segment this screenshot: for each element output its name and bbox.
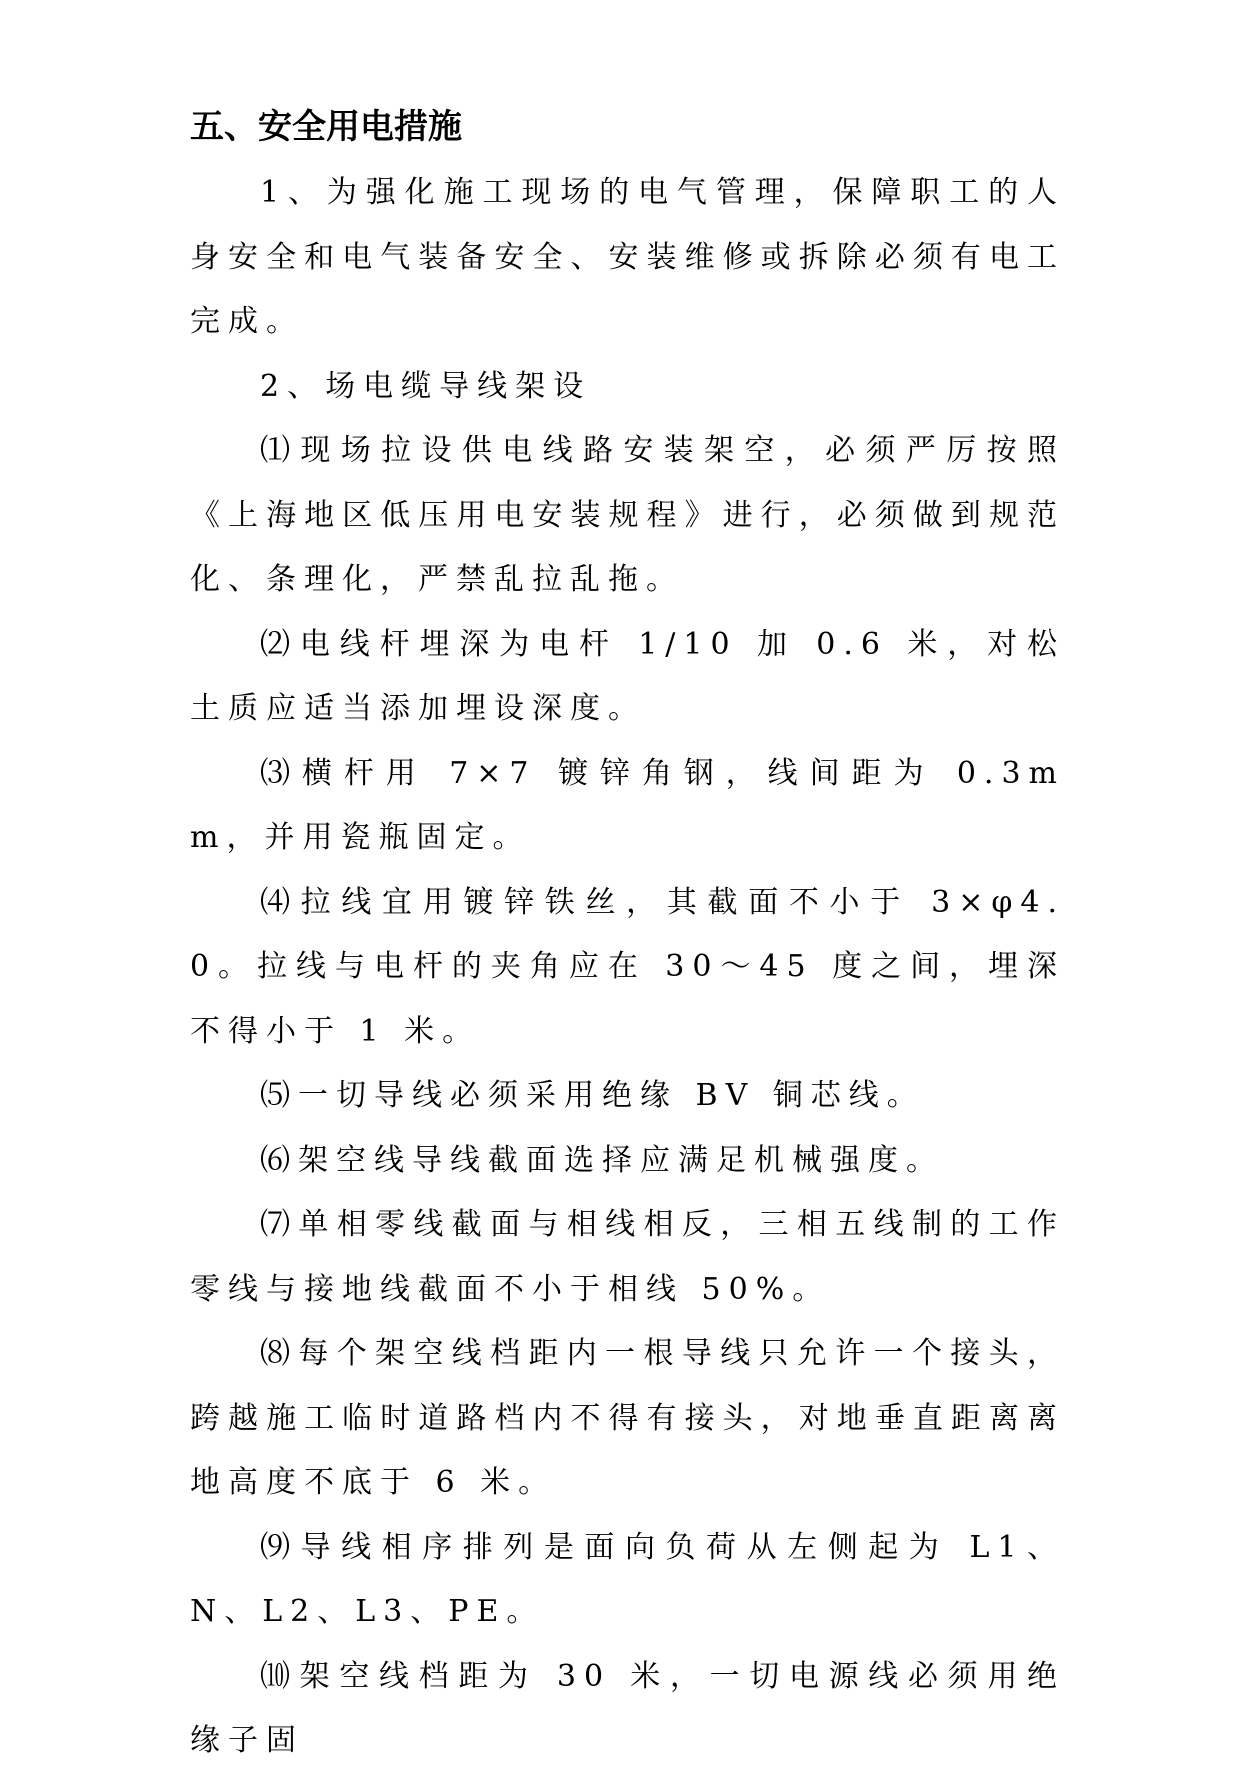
paragraph-item-10: ⑽架空线档距为 30 米，一切电源线必须用绝缘子固 xyxy=(190,1658,1065,1758)
paragraph-item-6: ⑹架空线导线截面选择应满足机械强度。 xyxy=(260,1142,944,1178)
paragraph-intro: 1、为强化施工现场的电气管理，保障职工的人身安全和电气装备安全、安装维修或拆除必须有电工完成。 xyxy=(190,175,1065,339)
paragraph-item-1: ⑴现场拉设供电线路安装架空，必须严厉按照《上海地区低压用电安装规程》进行，必须做到规范化、条理化，严禁乱拉乱拖。 xyxy=(190,433,1065,597)
section-title: 五、安全用电措施 xyxy=(190,107,462,147)
paragraph-item-3: ⑶横杆用 7×7 镀锌角钢，线间距为 0.3mm，并用瓷瓶固定。 xyxy=(190,755,1065,855)
paragraph-item-9: ⑼导线相序排列是面向负荷从左侧起为 L1、N、L2、L3、PE。 xyxy=(190,1529,1065,1629)
section-body xyxy=(190,161,1065,1774)
paragraph-cable-heading: 2、场电缆导线架设 xyxy=(260,368,592,404)
paragraph-item-2: ⑵电线杆埋深为电杆 1/10 加 0.6 米，对松土质应适当添加埋设深度。 xyxy=(190,626,1065,726)
paragraph-item-4: ⑷拉线宜用镀锌铁丝，其截面不小于 3×φ4.0。拉线与电杆的夹角应在 30～45 度之间，埋深不得小于 1 米。 xyxy=(190,884,1065,1049)
paragraph-item-7: ⑺单相零线截面与相线相反，三相五线制的工作零线与接地线截面不小于相线 50%。 xyxy=(190,1207,1065,1307)
paragraph-item-8: ⑻每个架空线档距内一根导线只允许一个接头，跨越施工临时道路档内不得有接头，对地垂直距离离地高度不底于 6 米。 xyxy=(190,1336,1065,1500)
paragraph-item-5: ⑸一切导线必须采用绝缘 BV 铜芯线。 xyxy=(260,1078,925,1113)
